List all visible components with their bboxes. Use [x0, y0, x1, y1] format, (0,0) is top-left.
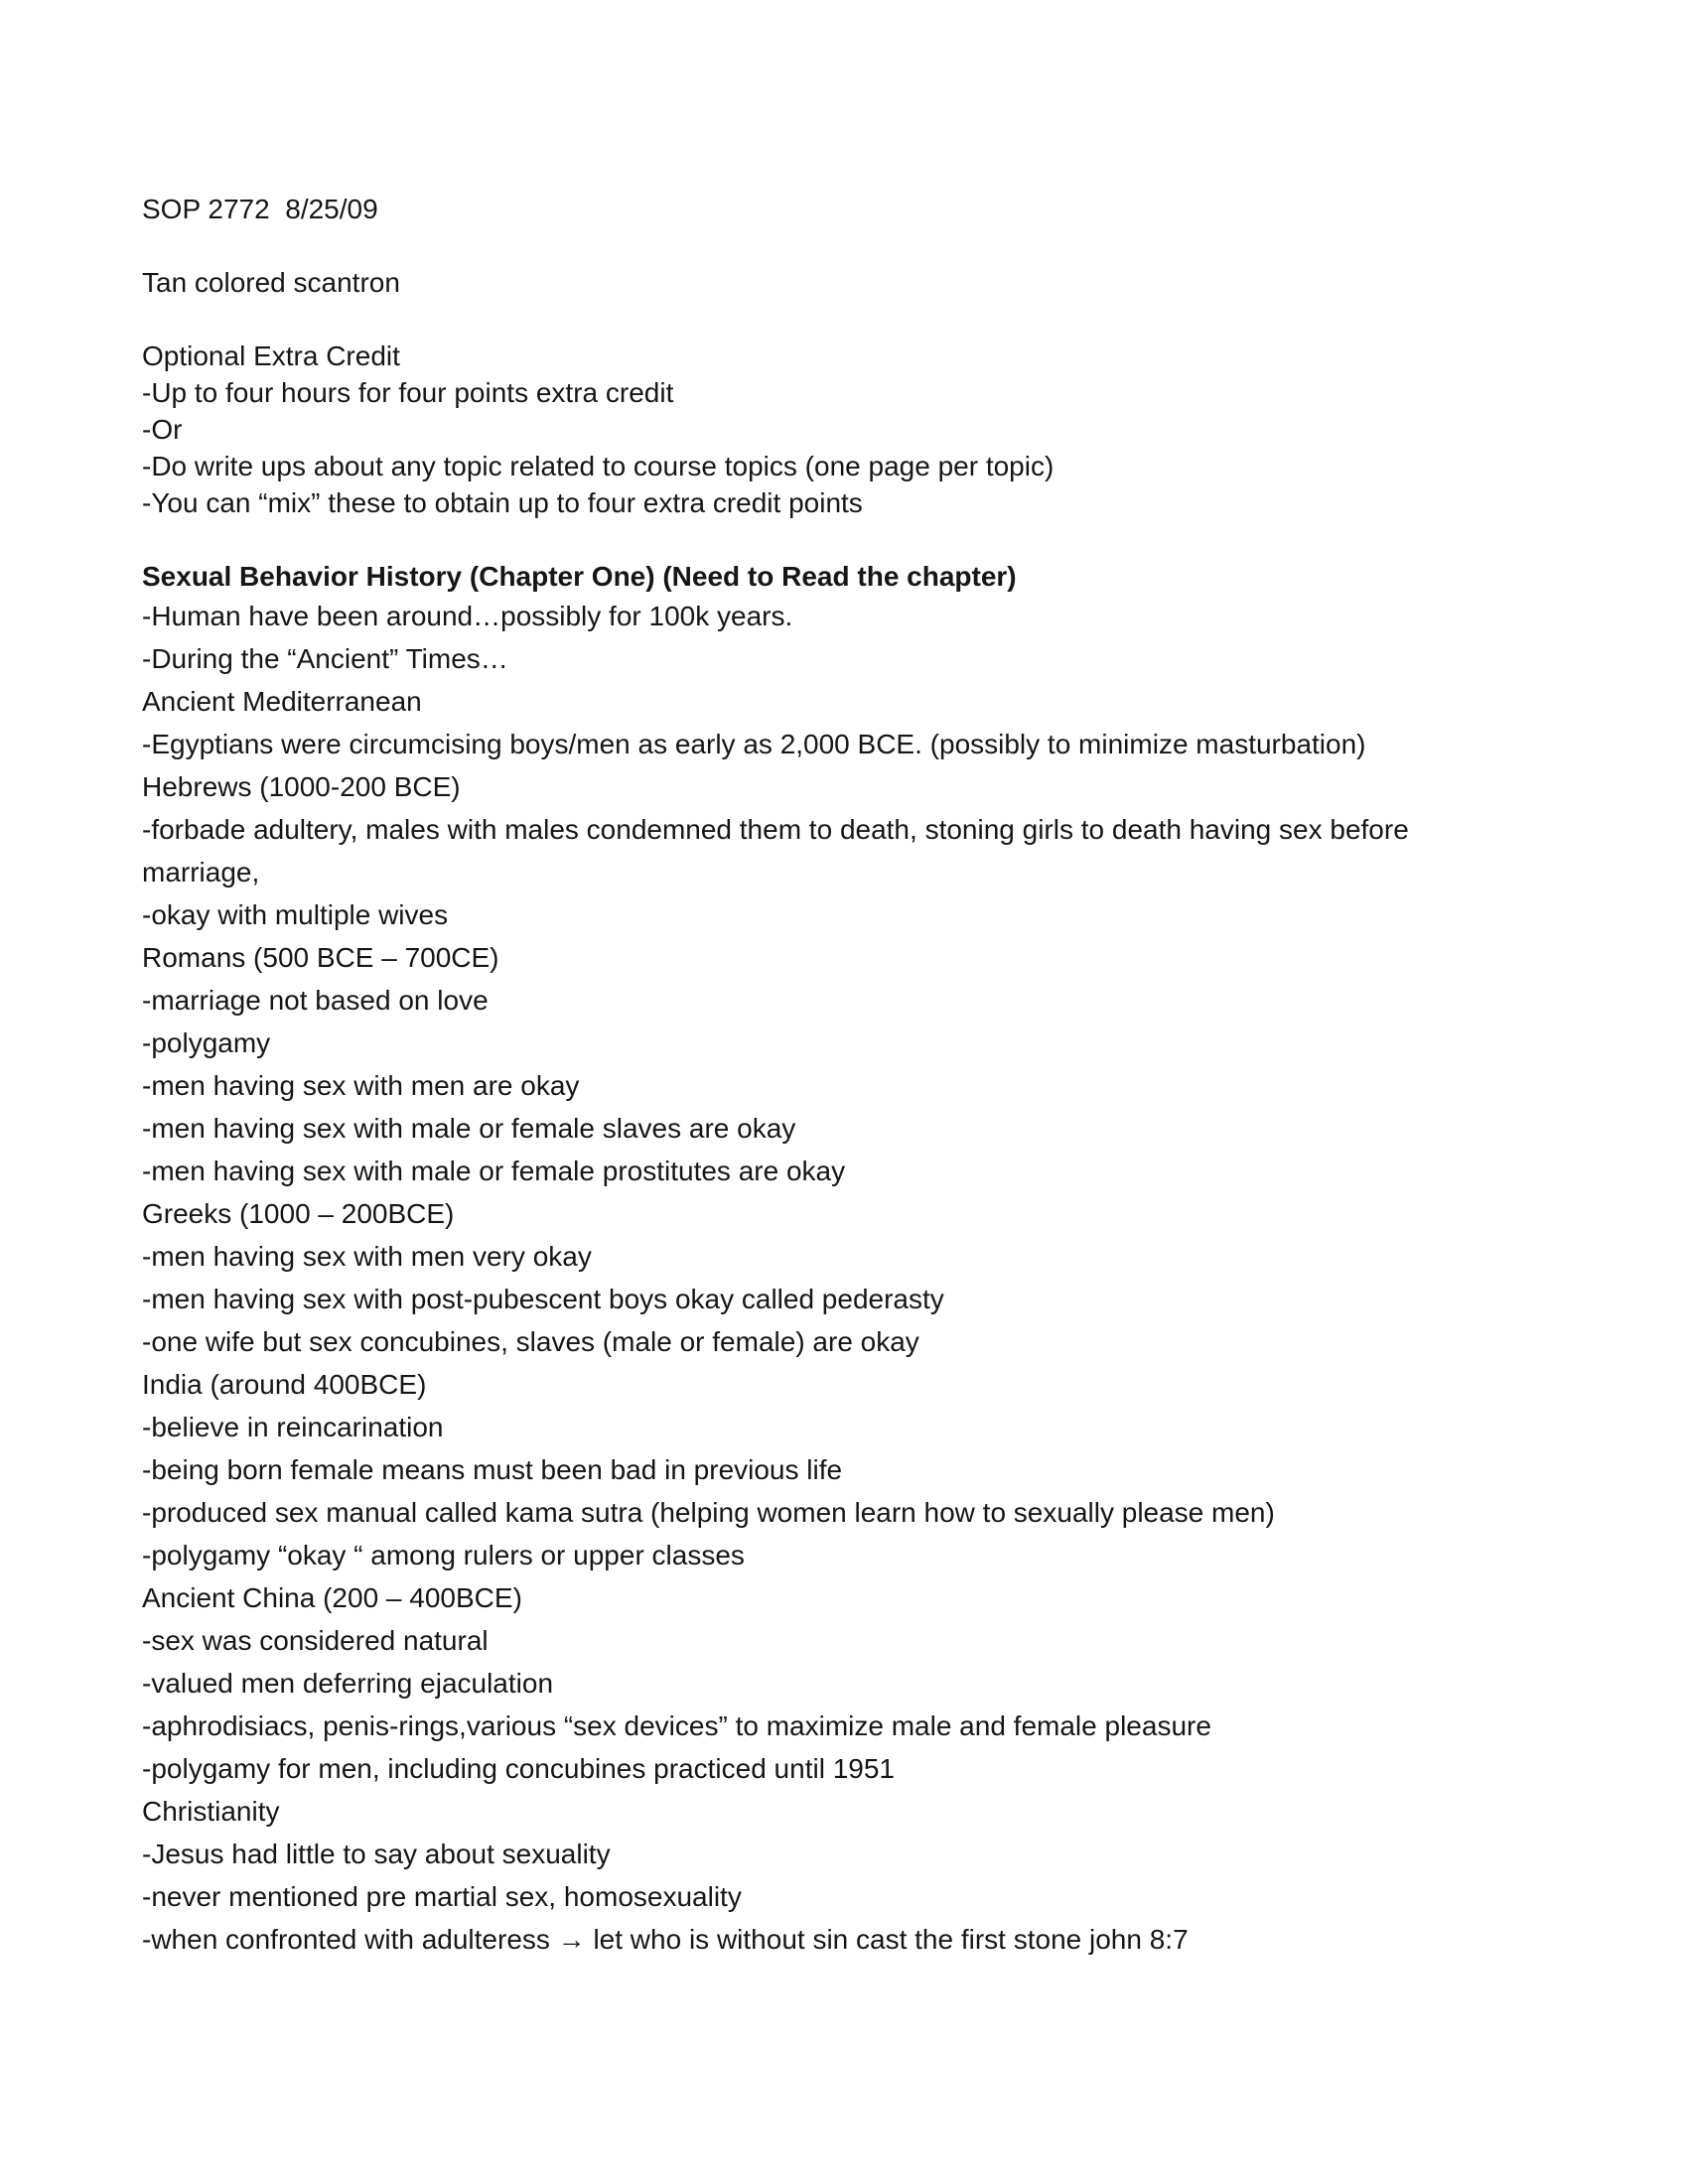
extra-credit-item: -Up to four hours for four points extra credit: [142, 377, 674, 408]
text-line: -Egyptians were circumcising boys/men as early as 2,000 BCE. (possibly to minimize masturbation): [142, 729, 1366, 759]
text-line: -one wife but sex concubines, slaves (male or female) are okay: [142, 1326, 919, 1357]
note-line: Tan colored scantron: [142, 267, 400, 298]
text-line: -During the “Ancient” Times…: [142, 643, 508, 674]
text-line: -men having sex with male or female prostitutes are okay: [142, 1156, 846, 1186]
extra-credit-item: -Or: [142, 414, 183, 445]
text-line: -Jesus had little to say about sexuality: [142, 1839, 611, 1869]
text-line: -men having sex with men very okay: [142, 1241, 592, 1272]
text-line: -men having sex with male or female slaves are okay: [142, 1113, 796, 1144]
text-line: Hebrews (1000-200 BCE): [142, 771, 461, 802]
extra-credit-item: -Do write ups about any topic related to course topics (one page per topic): [142, 451, 1055, 481]
text-line: -believe in reincarination: [142, 1412, 444, 1442]
extra-credit-item: -You can “mix” these to obtain up to four extra credit points: [142, 487, 863, 518]
text-line: Romans (500 BCE – 700CE): [142, 942, 499, 973]
text-line: -valued men deferring ejaculation: [142, 1668, 554, 1699]
text-line: -aphrodisiacs, penis-rings,various “sex devices” to maximize male and female pleasure: [142, 1710, 1211, 1741]
extra-credit-title: Optional Extra Credit: [142, 341, 400, 371]
text-line: -being born female means must been bad in previous life: [142, 1454, 843, 1485]
text-line: -okay with multiple wives: [142, 899, 449, 930]
text-line: -men having sex with post-pubescent boys okay called pederasty: [142, 1284, 944, 1314]
section-heading: Sexual Behavior History (Chapter One) (Need to Read the chapter): [142, 561, 1017, 592]
text-line: -never mentioned pre martial sex, homosexuality: [142, 1881, 742, 1912]
text-line: -forbade adultery, males with males condemned them to death, stoning girls to death having sex before: [142, 814, 1409, 845]
text-line: -sex was considered natural: [142, 1625, 489, 1656]
text-line: -polygamy: [142, 1027, 271, 1058]
text-line: -produced sex manual called kama sutra (helping women learn how to sexually please men): [142, 1497, 1275, 1528]
text-line: marriage,: [142, 857, 260, 887]
blank-line: [142, 301, 1612, 338]
text-line: -Human have been around…possibly for 100k years.: [142, 601, 793, 631]
text-line: -marriage not based on love: [142, 985, 489, 1016]
text-line: -polygamy for men, including concubines practiced until 1951: [142, 1753, 895, 1784]
text-line: -when confronted with adulteress → let who is without sin cast the first stone john 8:7: [142, 1924, 1189, 1955]
document-header: SOP 2772 8/25/09: [142, 194, 378, 224]
text-line: India (around 400BCE): [142, 1369, 427, 1400]
text-line: Ancient China (200 – 400BCE): [142, 1582, 522, 1613]
text-line: -polygamy “okay “ among rulers or upper classes: [142, 1540, 745, 1570]
document-content: [142, 191, 1612, 1961]
text-line: Christianity: [142, 1796, 280, 1827]
text-line: Greeks (1000 – 200BCE): [142, 1198, 455, 1229]
text-line: -men having sex with men are okay: [142, 1070, 580, 1101]
text-line: Ancient Mediterranean: [142, 686, 422, 717]
blank-line: [142, 227, 1612, 264]
